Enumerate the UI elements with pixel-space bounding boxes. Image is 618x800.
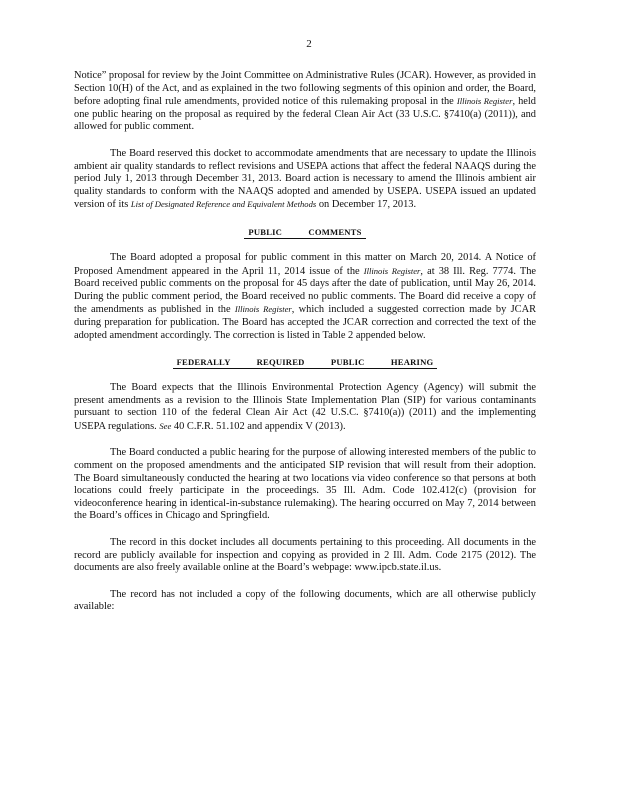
illinois-register-italic: Illinois Register [456,96,513,107]
illinois-register-italic: Illinois Register [363,265,421,276]
paragraph-notice: Notice” proposal for review by the Joint Committee on Administrative Rules (JCAR). However, as provided in Section 10(H) of the Act, and as explained in the two following segments of this opinion and order, the Board, before adopting final rule amendments, provided notice of this rulemaking proposal in the Illinois Register, held one public hearing on the proposal as required by the federal Clean Air Act (33 U.S.C. §7410(a) (2011)), and allowed for public comment. [74,70,536,133]
illinois-register-italic: Illinois Register [234,304,292,315]
paragraph-sip-revision: The Board expects that the Illinois Environmental Protection Agency (Agency) will submit the present amendments as a revision to the Illinois State Implementation Plan (SIP) for various contaminants pursuant to section 110 of the federal Clean Air Act (42 U.S.C. §7410(a)) (2011) and the implementing USEPA regulations. See 40 C.F.R. 51.102 and appendix V (2013). [74,382,536,432]
paragraph-public-hearing: The Board conducted a public hearing for the purpose of allowing interested members of the public to comment on the proposed amendments and the anticipated SIP revision that will result from their adoption. The Board simultaneously conducted the hearing at two locations via video conference so that persons at both locations could freely participate in the proceedings. 35 Ill. Adm. Code 102.412(c) (provision for videoconference hearing in identical-in-substance rulemaking). The hearing occurred on May 7, 2014 between the Board’s offices in Chicago and Springfield. [74,447,536,522]
see-italic: See [159,420,172,431]
page-number: 2 [306,38,312,50]
paragraph-record-excluded: The record has not included a copy of the following documents, which are all otherwise publicly available: [74,588,536,613]
heading-public-comments: PUBLIC COMMENTS [74,226,536,238]
paragraph-reserved-docket: The Board reserved this docket to accommodate amendments that are necessary to update the Illinois ambient air quality standards to reflect revisions and USEPA actions that affect the federal NAAQS during the period July 1, 2013 through December 31, 2013. Board action is necessary to amend the Illinois ambient air quality standards to conform with the NAAQS adopted and amended by USEPA. USEPA issued an updated version of its List of Designated Reference and Equivalent Methods on December 17, 2013. [74,147,536,211]
paragraph-record: The record in this docket includes all documents pertaining to this proceeding. All documents in the record are publicly available for inspection and copying as provided in 2 Ill. Adm. Code 2175 (2012). The documents are also freely available online at the Board’s webpage: www.ipcb.state.il.us. [74,537,536,574]
heading-federally-required-hearing: FEDERALLY REQUIRED PUBLIC HEARING [74,356,536,368]
document-body [74,70,536,628]
paragraph-public-comment: The Board adopted a proposal for public comment in this matter on March 20, 2014. A Notice of Proposed Amendment appeared in the April 11, 2014 issue of the Illinois Register, at 38 Ill. Reg. 7774. The Board received public comments on the proposal for 45 days after the date of publication, until May 26, 2014. During the public comment period, the Board received no public comments. The Board did receive a copy of the amendments as published in the Illinois Register, which included a suggested correction made by JCAR during preparation for publication. The Board has accepted the JCAR correction and corrected the text of the adopted amendment accordingly. The correction is listed in Table 2 appended below. [74,251,537,341]
list-of-methods-italic: List of Designated Reference and Equivalent Methods [130,199,317,210]
